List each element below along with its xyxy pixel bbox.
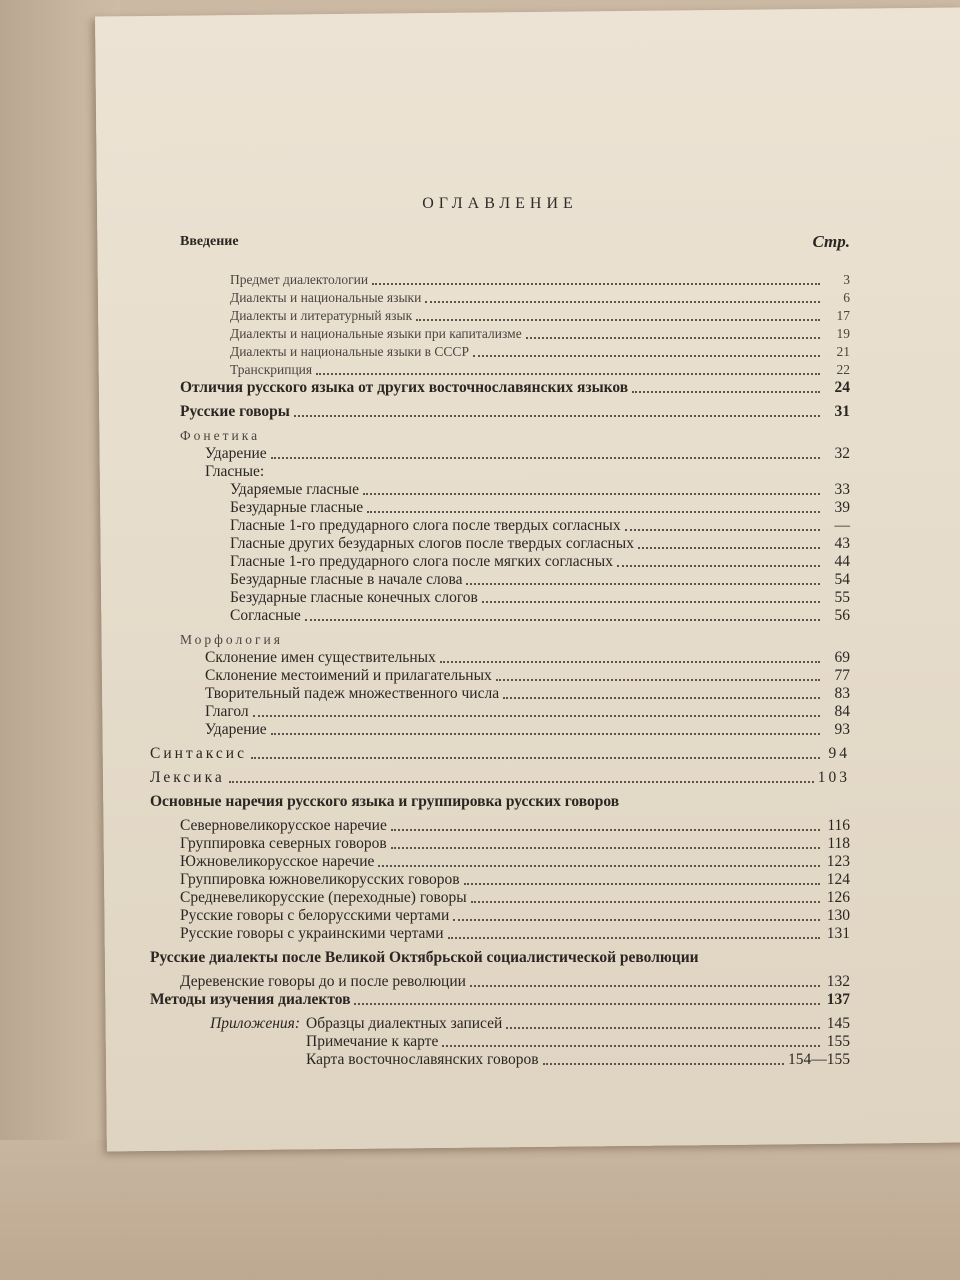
toc-title: ОГЛАВЛЕНИЕ	[422, 195, 578, 212]
appendix-label: Приложения:	[210, 1015, 300, 1032]
toc-row: Творительный падеж множественного числа 83	[205, 685, 850, 702]
toc-row: Безударные гласные конечных слогов 55	[230, 589, 850, 606]
toc-row: Диалекты и национальные языки 6	[230, 290, 850, 305]
toc-row: Ударение 93	[205, 721, 850, 738]
toc-section-posle-revolyucii: Русские диалекты после Великой Октябрьской социалистической революции	[150, 949, 699, 966]
toc-appendix-row: Приложения: Образцы диалектных записей 145	[150, 1015, 850, 1033]
toc-section-metody: Методы изучения диалектов 137	[150, 991, 850, 1008]
prilozheniya	[150, 1015, 850, 1069]
toc-section-narechiya: Основные наречия русского языка и группировка русских говоров	[150, 793, 620, 810]
toc-row: Ударяемые гласные 33	[230, 481, 850, 498]
toc-row: Русские говоры с белорусскими чертами 130	[180, 907, 850, 924]
toc-subsection-leksika: Лексика 103	[150, 769, 850, 786]
toc-row: Согласные 56	[230, 607, 850, 624]
table-of-contents	[150, 195, 850, 1069]
toc-row: Средневеликорусские (переходные) говоры 126	[180, 889, 850, 906]
glasnye-items	[150, 481, 850, 625]
toc-section-govory: Русские говоры 31	[180, 403, 850, 420]
toc-row: Склонение местоимений и прилагательных 77	[205, 667, 850, 684]
toc-row: Диалекты и национальные языки в СССР 21	[230, 344, 850, 359]
toc-row: Северновеликорусское наречие 116	[180, 817, 850, 834]
toc-row: Безударные гласные в начале слова 54	[230, 571, 850, 588]
page-column-label: Стр.	[812, 232, 850, 251]
toc-row: Транскрипция 22	[230, 362, 850, 377]
background-bottom	[0, 1140, 960, 1280]
toc-section-otlichiya: Отличия русского языка от других восточнославянских языков 24	[180, 379, 850, 396]
toc-subsection-sintaksis: Синтаксис 94	[150, 745, 850, 762]
toc-row: Гласные других безударных слогов после твердых согласных 43	[230, 535, 850, 552]
toc-row: Группировка южновеликорусских говоров 124	[180, 871, 850, 888]
toc-row: Предмет диалектологии 3	[230, 272, 850, 287]
toc-row: Русские говоры с украинскими чертами 131	[180, 925, 850, 942]
toc-row: Склонение имен существительных 69	[205, 649, 850, 666]
toc-row: Гласные 1-го предударного слога после мягких согласных 44	[230, 553, 850, 570]
narechiya-items	[150, 817, 850, 943]
toc-row: Диалекты и литературный язык 17	[230, 308, 850, 323]
intro-header	[180, 233, 850, 251]
intro-items	[150, 271, 850, 379]
toc-subsection-morfologiya: Морфология	[180, 632, 283, 647]
intro-label: Введение	[180, 234, 239, 249]
toc-row: Диалекты и национальные языки при капитализме 19	[230, 326, 850, 341]
morf-items	[150, 649, 850, 739]
toc-subsection-fonetika: Фонетика	[180, 428, 261, 443]
toc-row: Группировка северных говоров 118	[180, 835, 850, 852]
toc-row: Деревенские говоры до и после революции 132	[180, 973, 850, 990]
toc-row: Гласные 1-го предударного слога после твердых согласных —	[230, 517, 850, 534]
toc-appendix-row: Примечание к карте 155	[306, 1033, 850, 1050]
toc-row: Ударение 32	[205, 445, 850, 462]
toc-row: Безударные гласные 39	[230, 499, 850, 516]
toc-row-glasnye: Гласные:	[205, 463, 265, 480]
toc-appendix-row: Карта восточнославянских говоров 154—155	[306, 1051, 850, 1068]
toc-row: Глагол 84	[205, 703, 850, 720]
toc-row: Южновеликорусское наречие 123	[180, 853, 850, 870]
